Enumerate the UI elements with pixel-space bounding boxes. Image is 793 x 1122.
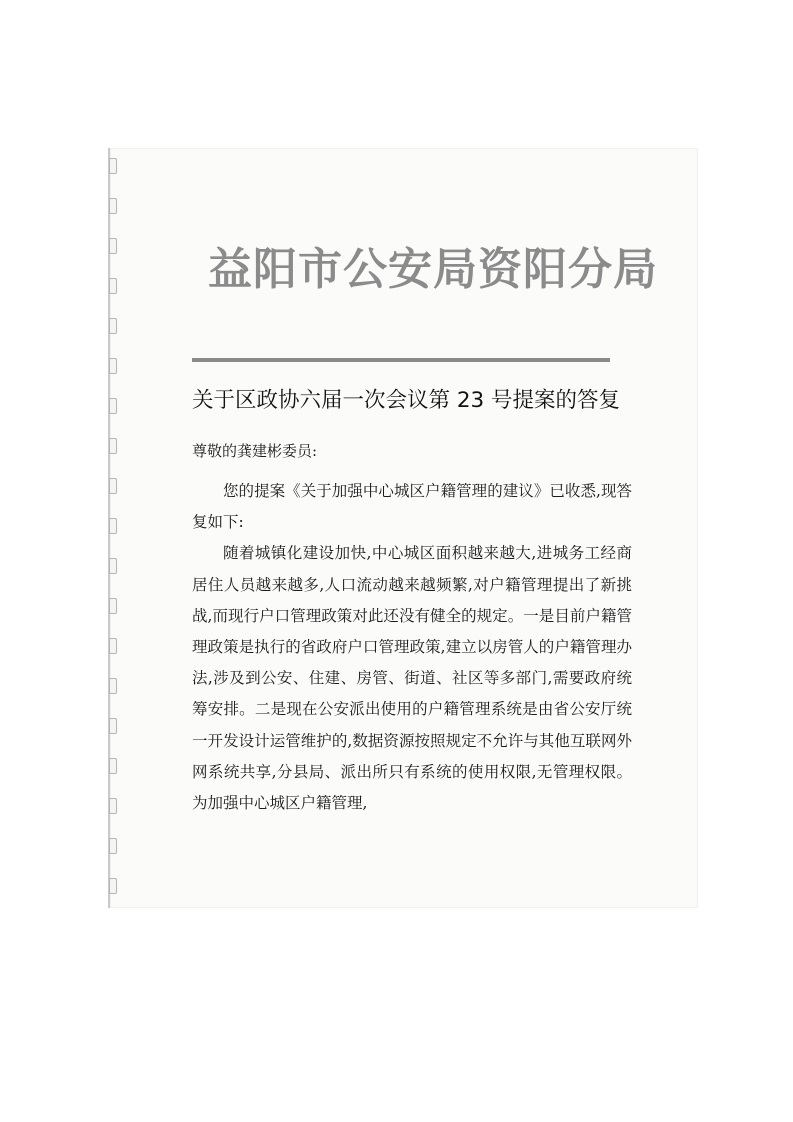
binding-hole — [109, 558, 117, 574]
binding-hole — [109, 278, 117, 294]
binding-hole — [109, 198, 117, 214]
salutation: 尊敬的龚建彬委员: — [192, 442, 318, 460]
binding-hole — [109, 598, 117, 614]
binding-hole — [109, 318, 117, 334]
binding-hole — [109, 398, 117, 414]
binding-hole — [109, 878, 117, 894]
body-paragraph: 您的提案《关于加强中心城区户籍管理的建议》已收悉,现答复如下: — [192, 482, 632, 532]
binding-hole — [109, 718, 117, 734]
binding-hole — [109, 158, 117, 174]
binding-holes — [109, 158, 119, 908]
document-title: 关于区政协六届一次会议第 23 号提案的答复 — [192, 388, 621, 413]
binding-hole — [109, 838, 117, 854]
binding-hole — [109, 358, 117, 374]
binding-hole — [109, 478, 117, 494]
binding-hole — [109, 238, 117, 254]
binding-hole — [109, 758, 117, 774]
letterhead-divider — [192, 358, 610, 362]
document-body — [192, 476, 632, 819]
binding-hole — [109, 638, 117, 654]
agency-letterhead: 益阳市公安局资阳分局 — [208, 244, 658, 295]
body-paragraph: 随着城镇化建设加快,中心城区面积越来越大,进城务工经商居住人员越来越多,人口流动越来越频繁,对户籍管理提出了新挑战,而现行户口管理政策对此还没有健全的规定。一是目前户籍管理政策是执行的省政府户口管理政策,建立以房管人的户籍管理办法,涉及到公安、住建、房管、街道、社区等多部门,需要政府统筹安排。二是现在公安派出使用的户籍管理系统是由省公安厅统一开发设计运管维护的,数据资源按照规定不允许与其他互联网外网系统共享,分县局、派出所只有系统的使用权限,无管理权限。为加强中心城区户籍管理, — [192, 544, 632, 813]
binding-hole — [109, 518, 117, 534]
binding-hole — [109, 678, 117, 694]
binding-hole — [109, 798, 117, 814]
binding-hole — [109, 438, 117, 454]
